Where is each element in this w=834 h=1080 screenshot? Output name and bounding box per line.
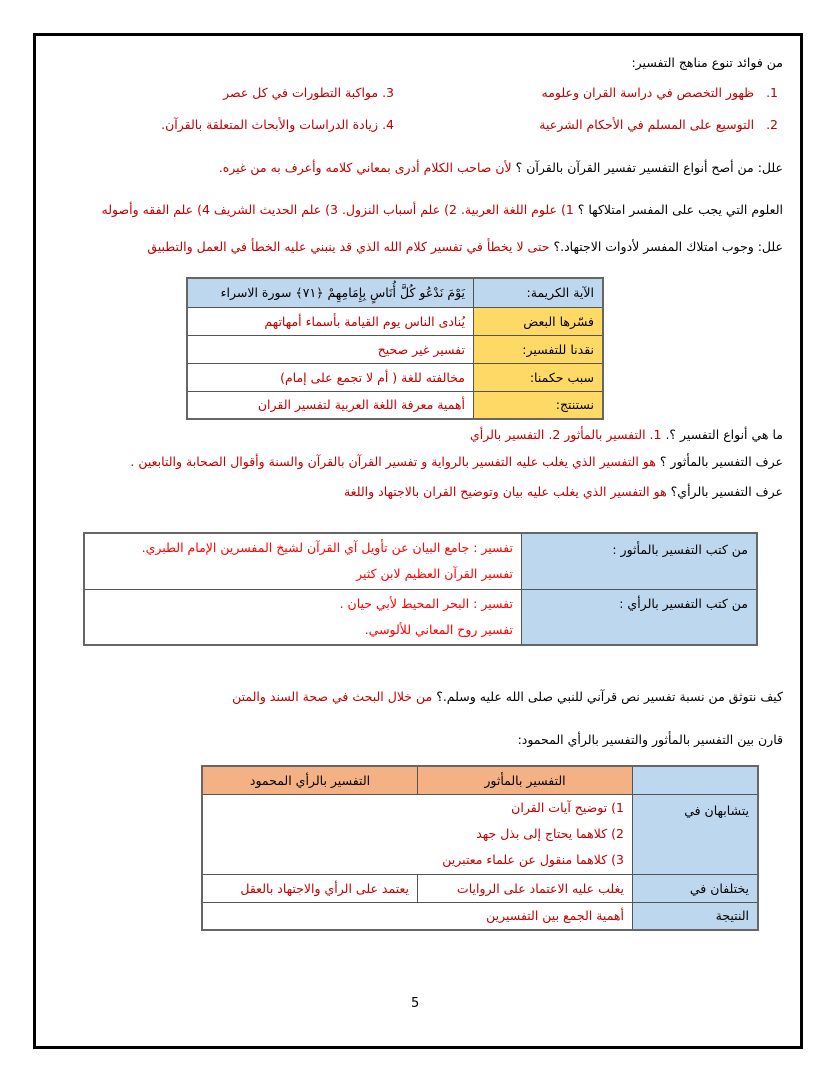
table-row [187,307,603,335]
column-header: التفسير بالرأي المحمود [202,766,418,794]
row-value: يَوْمَ نَدْعُو كُلَّ أُنَاسٍ بِإِمَامِهِمْ ﴿٧١﴾ سورة الاسراء [187,278,474,307]
row-value [84,533,522,589]
similar-item: 3) كلاهما منقول عن علماء معتبرين [442,852,624,867]
question-2 [102,201,783,219]
question-text: كيف نتوثق من نسبة تفسير نص قرآني للنبي صلى الله عليه وسلم.؟ [436,689,783,704]
verse-table [186,277,604,420]
answer-text: هو التفسير الذي يغلب عليه التفسير بالرواية و تفسير القرآن بالقرآن والسنة وأقوال الصحابة والتابعين . [130,454,656,469]
question-text: عرف التفسير بالرأي؟ [670,484,783,499]
question-text: العلوم التي يجب على المفسر امتلاكها ؟ [577,202,783,217]
row-label: الآية الكريمة: [474,278,604,307]
table-row [187,335,603,363]
table-row [187,391,603,419]
row-value: أهمية الجمع بين التفسيرين [202,902,633,930]
benefit-1 [542,84,779,102]
book-line: تفسير : جامع البيان عن تأويل آي القرآن لشيخ المفسرين الإمام الطبري. [141,540,513,556]
benefits-heading: من فوائد تنوع مناهج التفسير: [631,55,783,70]
answer-text: لأن صاحب الكلام أدرى بمعاني كلامه وأعرف به من غيره. [218,160,512,175]
row-value: أهمية معرفة اللغة العربية لتفسير القران [187,391,474,419]
row-label: من كتب التفسير بالرأي : [522,589,758,645]
empty-header [633,766,759,794]
benefit-4 [161,116,394,134]
row-value [202,794,633,874]
row-value: تفسير غير صحيح [187,335,474,363]
benefit-num: 2. [766,117,778,132]
answer-text: 1. التفسير بالمأثور 2. التفسير بالرأي [469,427,662,442]
book-line: تفسير روح المعاني للألوسي. [364,621,513,637]
table-row [202,794,758,874]
row-value: يعتمد على الرأي والاجتهاد بالعقل [202,874,418,902]
book-line: تفسير : البحر المحيط لأبي حيان . [339,595,513,611]
row-label: سبب حكمنا: [474,363,604,391]
benefit-3 [223,84,394,102]
table-row [202,902,758,930]
row-label: فسّرها البعض [474,307,604,335]
page-number: 5 [411,996,420,1011]
row-label: النتيجة [633,902,759,930]
table-row [202,874,758,902]
benefit-text: التوسيع على المسلم في الأحكام الشرعية [539,117,755,132]
column-header: التفسير بالمأثور [418,766,633,794]
table-row [187,363,603,391]
answer-text: من خلال البحث في صحة السند والمتن [232,689,433,704]
benefit-text: ظهور التخصص في دراسة القران وعلومه [541,85,755,100]
question-3 [147,238,783,256]
compare-table [201,765,759,931]
benefit-num: 3. [382,85,394,100]
table-row [202,766,758,794]
question-4 [470,426,783,444]
similar-item: 1) توضيح آيات القران [511,800,624,815]
question-text: عرف التفسير بالمأثور ؟ [659,454,783,469]
answer-text: 1) علوم اللغة العربية. 2) علم أسباب النزول. 3) علم الحديث الشريف 4) علم الفقه وأصوله [101,202,574,217]
row-label: نقدنا للتفسير: [474,335,604,363]
row-value: يُنادى الناس يوم القيامة بأسماء أمهاتهم [187,307,474,335]
benefit-num: 4. [382,117,394,132]
row-label: من كتب التفسير بالمأثور : [522,533,758,589]
benefit-2 [539,116,778,134]
table-row [84,589,757,645]
table-row [187,278,603,307]
answer-text: حتى لا يخطأ في تفسير كلام الله الذي قد ينبني عليه الخطأ في العمل والتطبيق [147,239,550,254]
row-label: يختلفان في [633,874,759,902]
question-text: علل: من أصح أنواع التفسير تفسير القرآن بالقرآن ؟ [515,160,783,175]
row-value [84,589,522,645]
row-label: نستنتج: [474,391,604,419]
answer-text: هو التفسير الذي يغلب عليه بيان وتوضيح القران بالاجتهاد واللغة [343,484,667,499]
question-7 [232,688,783,706]
table-row [84,533,757,589]
question-1 [219,159,783,177]
row-value: يغلب عليه الاعتماد على الروايات [418,874,633,902]
compare-prompt: قارن بين التفسير بالمأثور والتفسير بالرأي المحمود: [517,732,783,747]
row-label: يتشابهان في [633,794,759,874]
benefit-num: 1. [766,85,778,100]
benefit-text: زيادة الدراسات والأبحاث المتعلقة بالقرآن. [161,117,379,132]
row-value: مخالفته للغة ( أم لا تجمع على إمام) [187,363,474,391]
question-6 [344,483,783,501]
question-5 [130,453,783,471]
book-line: تفسير القرآن العظيم لابن كثير [356,566,513,582]
books-table [83,532,758,646]
similar-item: 2) كلاهما يحتاج إلى بذل جهد [476,826,624,841]
question-text: علل: وجوب امتلاك المفسر لأدوات الاجتهاد.؟ [553,239,783,254]
question-text: ما هي أنواع التفسير ؟. [665,427,783,442]
benefit-text: مواكبة التطورات في كل عصر [223,85,379,100]
